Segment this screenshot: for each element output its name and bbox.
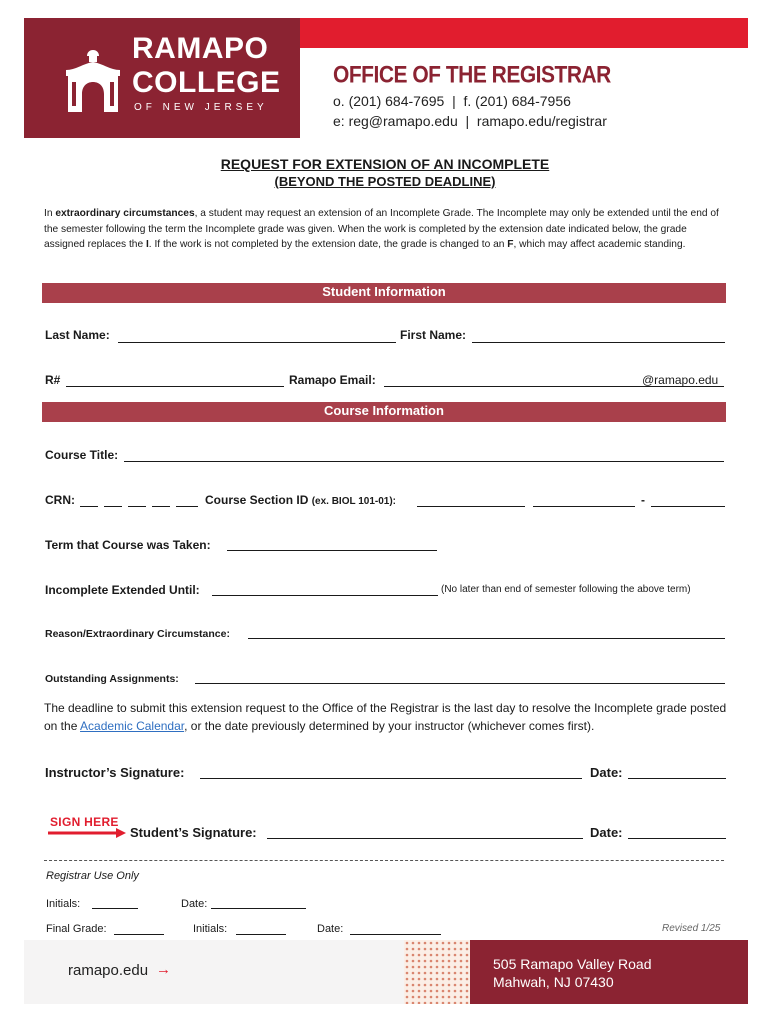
college-name-line-3: OF NEW JERSEY — [134, 102, 268, 113]
intro-paragraph: In extraordinary circumstances, a student may request an extension of an Incomplete Grade. The Incomplete may only be extended until the end of the semester following the term the Incomplete grade was given. When the work is completed by the extension date indicated below, the grade assigned replaces the I. If the work is not completed by the extension date, the grade is changed to an F, which may affect academic standing. — [44, 208, 719, 250]
section-dash: - — [641, 493, 645, 507]
registrar-initials-field[interactable] — [92, 908, 138, 909]
final-initials-field[interactable] — [236, 934, 286, 935]
crn-digit-field[interactable] — [152, 506, 170, 507]
first-name-label: First Name: — [400, 328, 467, 342]
office-title: OFFICE OF THE REGISTRAR — [333, 62, 611, 89]
term-field[interactable] — [227, 550, 437, 551]
final-initials-label: Initials: — [193, 923, 228, 935]
student-date-field[interactable] — [628, 838, 726, 839]
course-section-id-label: Course Section ID (ex. BIOL 101-01): — [205, 493, 396, 507]
academic-calendar-link[interactable]: Academic Calendar — [80, 719, 185, 733]
sign-here-label: SIGN HERE — [50, 815, 119, 829]
instructor-date-field[interactable] — [628, 778, 726, 779]
deadline-note: The deadline to submit this extension request to the Office of the Registrar is the last day to resolve the Incomplete grade posted on the Academic Calendar, or the date previously determined by your instructor (whichever comes first). — [44, 701, 727, 733]
sign-here-arrow-icon — [48, 828, 126, 838]
final-date-field[interactable] — [350, 934, 441, 935]
course-title-field[interactable] — [124, 461, 724, 462]
section-subject-field[interactable] — [417, 506, 525, 507]
email-domain-suffix: @ramapo.edu — [642, 373, 719, 387]
reason-label: Reason/Extraordinary Circumstance: — [45, 628, 230, 640]
outstanding-field[interactable] — [195, 683, 725, 684]
reason-field[interactable] — [248, 638, 725, 639]
instructor-signature-label: Instructor’s Signature: — [45, 765, 185, 780]
arrow-right-icon: → — [156, 961, 171, 978]
extended-until-note: (No later than end of semester following the above term) — [441, 584, 691, 595]
student-date-label: Date: — [590, 825, 623, 840]
contact-phone-fax: o. (201) 684-7695 | f. (201) 684-7956 — [333, 93, 571, 109]
outstanding-label: Outstanding Assignments: — [45, 673, 179, 685]
course-information-header: Course Information — [42, 402, 726, 420]
student-signature-label: Student’s Signature: — [130, 825, 257, 840]
address-line-1: 505 Ramapo Valley Road — [493, 956, 652, 972]
college-name-line-1: RAMAPO — [132, 32, 269, 65]
registrar-initials-label: Initials: — [46, 898, 81, 910]
footer-address-panel — [470, 940, 748, 1004]
college-name-line-2: COLLEGE — [132, 66, 281, 99]
form-title: REQUEST FOR EXTENSION OF AN INCOMPLETE — [220, 156, 550, 172]
section-divider — [42, 301, 726, 303]
form-subtitle: (BEYOND THE POSTED DEADLINE) — [274, 174, 496, 189]
course-title-label: Course Title: — [45, 448, 119, 462]
registrar-use-only-heading: Registrar Use Only — [46, 870, 139, 882]
crn-label: CRN: — [45, 493, 75, 507]
instructor-date-label: Date: — [590, 765, 623, 780]
crn-digit-field[interactable] — [104, 506, 122, 507]
student-information-header: Student Information — [42, 283, 726, 301]
footer-website-link[interactable]: ramapo.edu — [68, 962, 149, 979]
extended-until-label: Incomplete Extended Until: — [45, 583, 200, 597]
term-label: Term that Course was Taken: — [45, 538, 211, 552]
r-number-field[interactable] — [66, 386, 284, 387]
section-number-field[interactable] — [533, 506, 635, 507]
last-name-field[interactable] — [118, 342, 396, 343]
dashed-divider — [44, 860, 724, 861]
crn-digit-field[interactable] — [176, 506, 198, 507]
r-number-label: R# — [45, 373, 61, 387]
crn-digit-field[interactable] — [128, 506, 146, 507]
first-name-field[interactable] — [472, 342, 725, 343]
section-divider — [42, 420, 726, 422]
instructor-signature-field[interactable] — [200, 778, 582, 779]
revision-date: Revised 1/25 — [662, 923, 721, 934]
contact-email-web: e: reg@ramapo.edu | ramapo.edu/registrar — [333, 113, 607, 129]
header-accent-bar — [300, 18, 748, 48]
student-signature-field[interactable] — [267, 838, 583, 839]
address-line-2: Mahwah, NJ 07430 — [493, 974, 614, 990]
crn-digit-field[interactable] — [80, 506, 98, 507]
section-suffix-field[interactable] — [651, 506, 725, 507]
registrar-date-field[interactable] — [211, 908, 306, 909]
final-date-label: Date: — [317, 923, 344, 935]
email-label: Ramapo Email: — [289, 373, 376, 387]
final-grade-field[interactable] — [114, 934, 164, 935]
extended-until-field[interactable] — [212, 595, 438, 596]
last-name-label: Last Name: — [45, 328, 110, 342]
registrar-date-label: Date: — [181, 898, 208, 910]
final-grade-label: Final Grade: — [46, 923, 107, 935]
footer-dot-pattern-icon — [404, 940, 470, 1004]
arch-gate-logo-icon — [62, 48, 124, 114]
